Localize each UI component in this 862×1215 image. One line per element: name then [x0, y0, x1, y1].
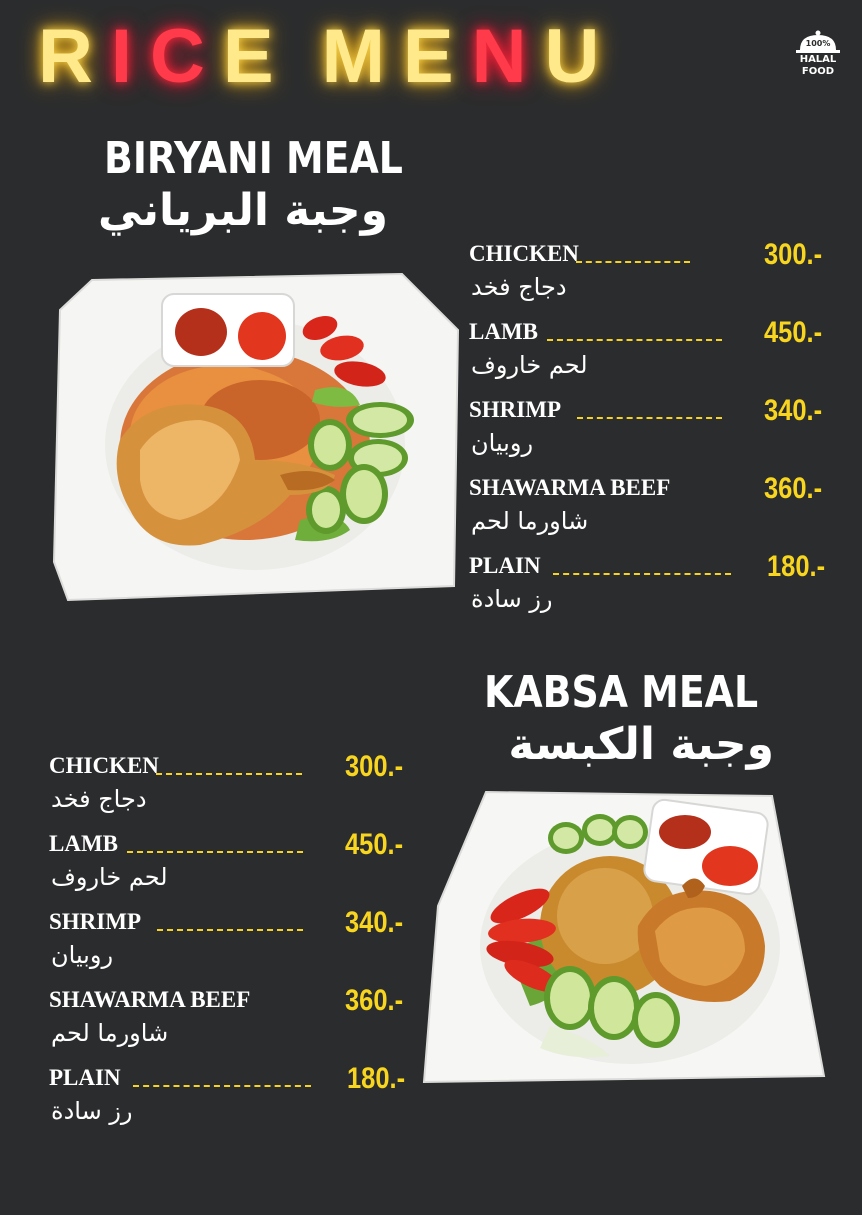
item-arabic: دجاج فخد: [51, 785, 147, 813]
badge-line-2: FOOD: [801, 66, 835, 77]
kabsa-item-plain: [49, 1064, 429, 1142]
biryani-item-chicken: [469, 240, 849, 318]
badge-percent: 100%: [805, 39, 831, 48]
item-name: CHICKEN: [469, 241, 579, 266]
leader-line: [553, 573, 731, 575]
title-letter: I: [110, 14, 151, 99]
leader-line: [577, 417, 722, 419]
kabsa-item-lamb: [49, 830, 429, 908]
kabsa-item-shawarma-beef: [49, 986, 429, 1064]
item-price: 340.-: [764, 394, 823, 427]
item-price: 340.-: [345, 906, 404, 939]
item-name: CHICKEN: [49, 753, 159, 778]
item-arabic: شاورما لحم: [471, 507, 589, 535]
leader-line: [157, 929, 303, 931]
item-name: LAMB: [49, 831, 118, 856]
item-arabic: دجاج فخد: [471, 273, 567, 301]
item-price: 180.-: [767, 550, 826, 583]
item-arabic: روبيان: [51, 941, 114, 969]
item-name: LAMB: [469, 319, 538, 344]
item-arabic: روبيان: [471, 429, 534, 457]
kabsa-title-en: KABSA MEAL: [484, 667, 759, 718]
menu-title: [38, 12, 617, 102]
kabsa-title-ar: وجبة الكبسة: [508, 719, 774, 770]
item-price: 450.-: [764, 316, 823, 349]
item-name: SHRIMP: [49, 909, 141, 934]
title-letter: R: [38, 14, 111, 99]
item-arabic: رز سادة: [471, 585, 553, 613]
biryani-title-en: BIRYANI MEAL: [104, 133, 403, 184]
leader-line: [133, 1085, 311, 1087]
item-arabic: شاورما لحم: [51, 1019, 169, 1047]
leader-line: [547, 339, 722, 341]
biryani-title-ar: وجبة البرياني: [97, 185, 388, 236]
item-arabic: لحم خاروف: [471, 351, 588, 379]
item-name: SHAWARMA BEEF: [469, 475, 671, 500]
title-letter: E: [402, 14, 472, 99]
item-price: 360.-: [345, 984, 404, 1017]
item-price: 450.-: [345, 828, 404, 861]
item-price: 300.-: [345, 750, 404, 783]
title-letter: N: [471, 14, 545, 99]
title-letter: E: [222, 14, 292, 99]
biryani-item-shrimp: [469, 396, 849, 474]
cloche-icon: [795, 30, 841, 54]
item-arabic: لحم خاروف: [51, 863, 168, 891]
item-price: 180.-: [347, 1062, 406, 1095]
item-name: PLAIN: [469, 553, 541, 578]
item-name: SHRIMP: [469, 397, 561, 422]
kabsa-item-chicken: [49, 752, 429, 830]
badge-line-1: HALAL: [799, 54, 837, 65]
leader-line: [156, 773, 302, 775]
title-letter: U: [544, 14, 618, 99]
item-price: 360.-: [764, 472, 823, 505]
leader-line: [127, 851, 303, 853]
biryani-plate-photo: [50, 270, 462, 606]
item-arabic: رز سادة: [51, 1097, 133, 1125]
leader-line: [576, 261, 690, 263]
biryani-item-plain: [469, 552, 849, 630]
item-name: SHAWARMA BEEF: [49, 987, 251, 1012]
kabsa-plate-photo: [420, 786, 828, 1086]
title-letter: C: [150, 14, 223, 99]
item-price: 300.-: [764, 238, 823, 271]
biryani-item-shawarma-beef: [469, 474, 849, 552]
biryani-item-lamb: [469, 318, 849, 396]
kabsa-item-shrimp: [49, 908, 429, 986]
item-name: PLAIN: [49, 1065, 121, 1090]
halal-food-badge: [788, 30, 848, 78]
title-letter: M: [321, 14, 403, 99]
